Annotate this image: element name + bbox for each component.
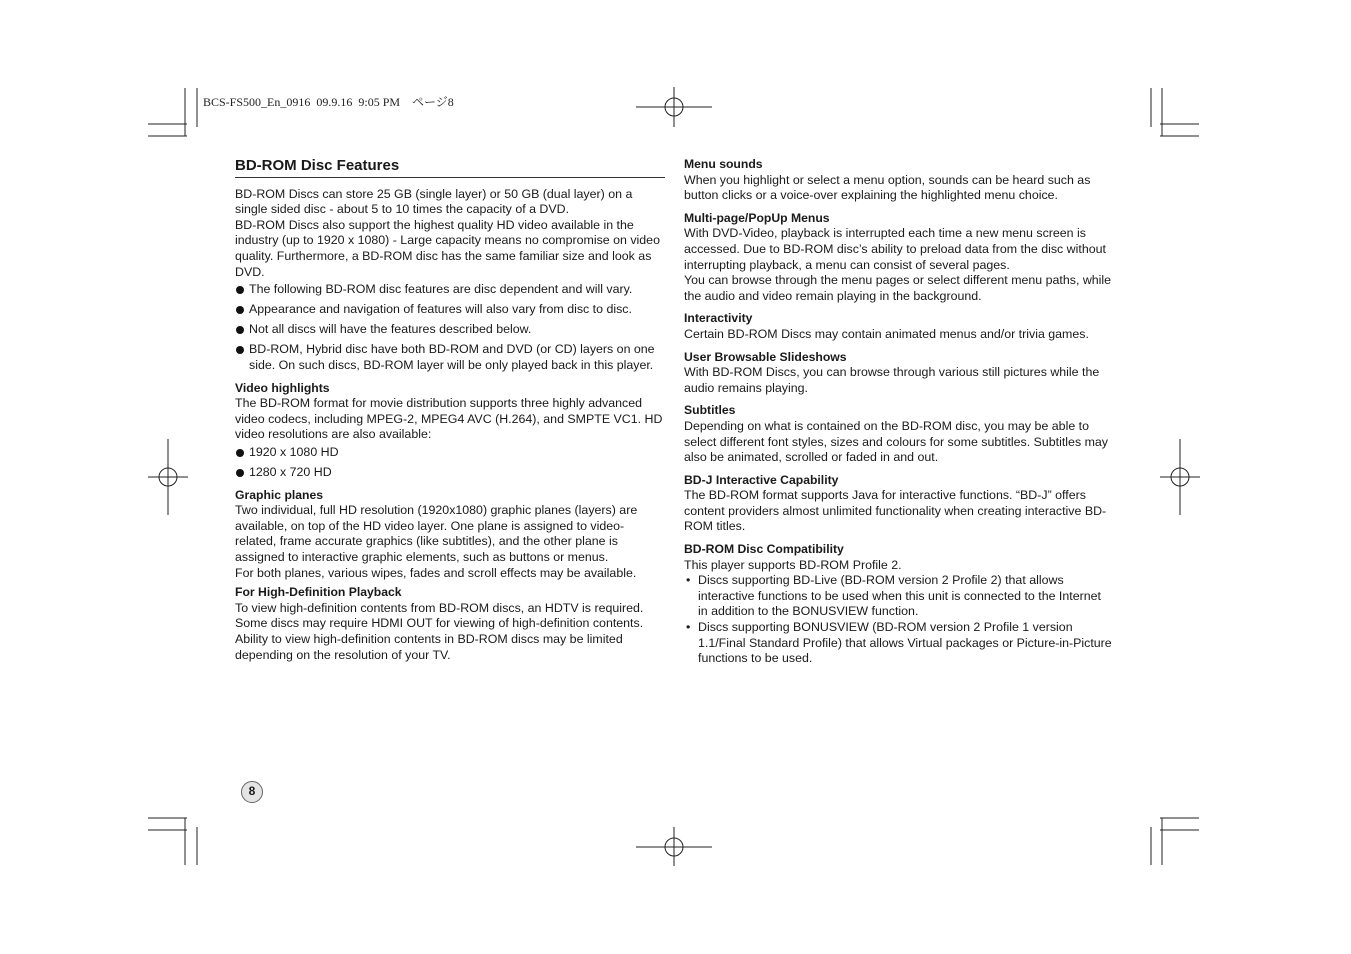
bd-j-text: The BD-ROM format supports Java for interactive functions. “BD-J” offers content providers almost unlimited functionality when creating interactive BD-ROM titles. — [684, 488, 1107, 534]
left-column — [235, 158, 665, 663]
graphic-planes-text: Two individual, full HD resolution (1920x1080) graphic planes (layers) are available, on top of the HD video layer. One plane is assigned to video-related, frame accurate graphics (like subtitles), and the other plane is assigned to interactive graphic elements, such as buttons or menus. — [235, 503, 638, 565]
bullet-icon — [236, 326, 244, 334]
video-highlights-text: The BD-ROM format for movie distribution supports three highly advanced video codecs, including MPEG-2, MPEG4 AVC (H.264), and SMPTE VC1. HD video resolutions are also available: — [235, 396, 663, 442]
bullet-icon — [236, 346, 244, 354]
multi-page-text: With DVD-Video, playback is interrupted each time a new menu screen is accessed. Due to BD-ROM disc’s ability to preload data from the disc without interrupting playback, a menu can consist of several pages. — [684, 226, 1106, 272]
subheading-hd-playback: For High-Definition Playback — [235, 585, 402, 600]
bullet-icon — [236, 469, 244, 477]
right-column — [684, 157, 1114, 667]
bullet-icon: • — [686, 573, 691, 588]
compatibility-list — [684, 573, 1114, 667]
bullet-icon: • — [686, 620, 691, 635]
subtitles-text: Depending on what is contained on the BD-ROM disc, you may be able to select different font styles, sizes and colours for some subtitles. Subtitles may also be animated, scrolled or faded in and out. — [684, 418, 1108, 465]
subheading-multi-page-menus: Multi-page/PopUp Menus — [684, 210, 830, 225]
bullet-icon — [236, 306, 244, 314]
feature-notes-list — [235, 282, 665, 373]
list-item: • Discs supporting BD-Live (BD-ROM version 2 Profile 2) that allows interactive functions to be used when this unit is connected to the Internet in addition to the BONUSVIEW function. — [686, 573, 1101, 619]
subheading-subtitles: Subtitles — [684, 403, 736, 418]
list-item: BD-ROM, Hybrid disc have both BD-ROM and DVD (or CD) layers on one side. On such discs, BD-ROM layer will be only played back in this player. — [235, 342, 665, 373]
subheading-graphic-planes: Graphic planes — [235, 487, 324, 502]
interactivity-text: Certain BD-ROM Discs may contain animated menus and/or trivia games. — [684, 326, 1089, 341]
list-item: Appearance and navigation of features will also vary from disc to disc. — [235, 302, 665, 318]
list-item: 1920 x 1080 HD — [235, 445, 665, 461]
subheading-menu-sounds: Menu sounds — [684, 157, 763, 171]
subheading-bd-j: BD-J Interactive Capability — [684, 472, 839, 487]
bullet-icon — [236, 449, 244, 457]
hd-playback-text: To view high-definition contents from BD-ROM discs, an HDTV is required. Some discs may require HDMI OUT for viewing of high-definition contents. Ability to view high-definition contents in BD-ROM discs may be limited depending on the resolution of your TV. — [235, 600, 644, 662]
compatibility-text: This player supports BD-ROM Profile 2. — [684, 557, 902, 572]
multi-page-text: You can browse through the menu pages or select different menu paths, while the audio and video remain playing in the background. — [684, 273, 1112, 303]
print-slug: BCS-FS500_En_0916 09.9.16 9:05 PM ページ8 — [203, 95, 454, 109]
section-title: BD-ROM Disc Features — [235, 158, 665, 178]
list-item: Not all discs will have the features described below. — [235, 322, 665, 338]
slideshows-text: With BD-ROM Discs, you can browse through various still pictures while the audio remains playing. — [684, 365, 1100, 395]
subheading-slideshows: User Browsable Slideshows — [684, 349, 847, 364]
menu-sounds-text: When you highlight or select a menu option, sounds can be heard such as button clicks or a voice-over explaining the highlighted menu choice. — [684, 172, 1091, 203]
subheading-video-highlights: Video highlights — [235, 380, 330, 395]
intro-paragraph: BD-ROM Discs also support the highest quality HD video available in the industry (up to 1920 x 1080) - Large capacity means no compromise on video quality. Furthermore, a BD-ROM disc has the same familiar size and look as DVD. — [235, 217, 660, 279]
resolution-list — [235, 445, 665, 481]
list-item: 1280 x 720 HD — [235, 465, 665, 481]
list-item: The following BD-ROM disc features are disc dependent and will vary. — [235, 282, 665, 298]
page-number: 8 — [241, 781, 263, 803]
graphic-planes-text: For both planes, various wipes, fades and scroll effects may be available. — [235, 565, 637, 580]
bullet-icon — [236, 286, 244, 294]
list-item: • Discs supporting BONUSVIEW (BD-ROM version 2 Profile 1 version 1.1/Final Standard Profile) that allows Virtual packages or Picture-in-Picture functions to be used. — [686, 620, 1112, 666]
subheading-compatibility: BD-ROM Disc Compatibility — [684, 542, 844, 557]
subheading-interactivity: Interactivity — [684, 311, 753, 326]
intro-paragraph: BD-ROM Discs can store 25 GB (single layer) or 50 GB (dual layer) on a single sided disc - about 5 to 10 times the capacity of a DVD. — [235, 186, 633, 217]
